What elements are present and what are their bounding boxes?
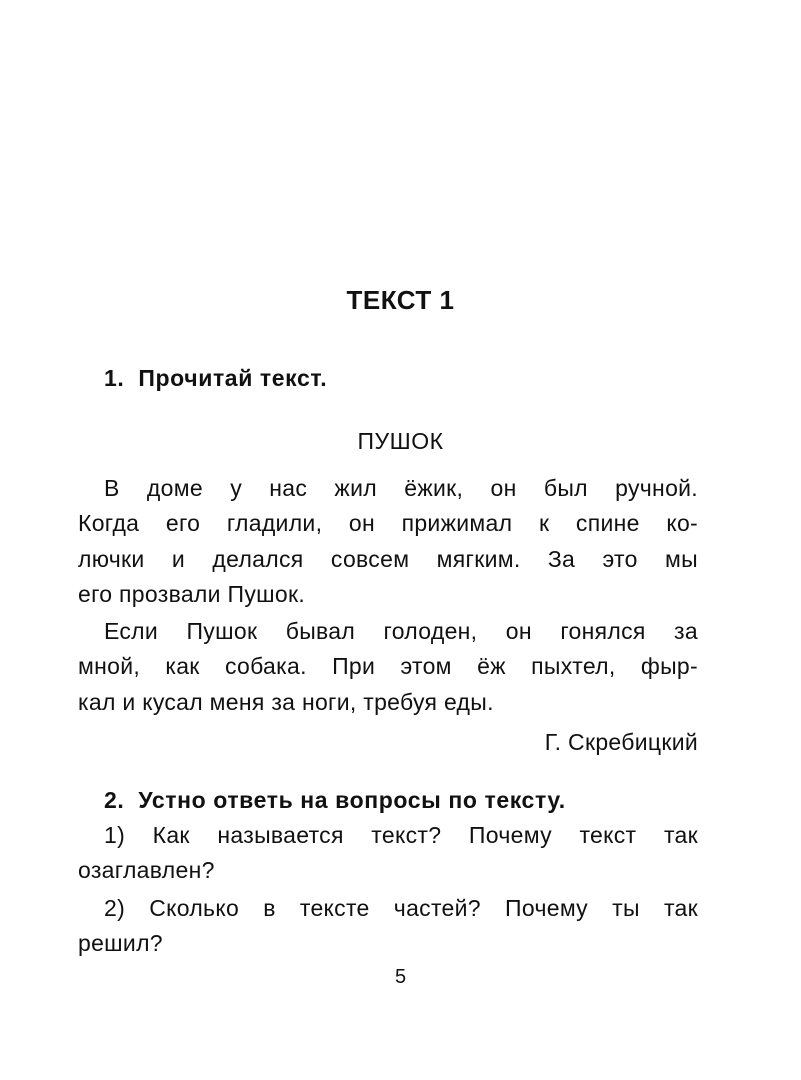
story-line: кал и кусал меня за ноги, требуя еды. [78,689,494,715]
question-line: 2) Сколько в тексте частей? Почему ты так [104,895,698,921]
page-heading: ТЕКСТ 1 [346,285,455,315]
story-line: лючки и делался совсем мягким. За это мы [78,546,698,572]
story-line: его прозвали Пушок. [78,581,306,607]
task-2-text: Устно ответь на вопросы по тексту. [138,787,566,813]
story-line: Когда его гладили, он прижимал к спине ко- [78,510,698,536]
question-line: решил? [78,930,163,956]
story-line: Если Пушок бывал голоден, он гонялся за [104,618,698,644]
story-line: мной, как собака. При этом ёж пыхтел, фыр- [78,653,698,679]
question-line: озаглавлен? [78,857,215,883]
story-title: ПУШОК [357,428,444,454]
task-2-title [104,787,566,814]
question-line: 1) Как называется текст? Почему текст так [104,822,698,848]
story-line: В доме у нас жил ёжик, он был ручной. [104,475,698,501]
task-1-number: 1. [104,365,125,391]
story-author: Г. Скребицкий [544,729,698,755]
task-1-text: Прочитай текст. [138,365,328,391]
task-1-title [104,365,327,392]
task-2-number: 2. [104,787,125,813]
page-number: 5 [394,966,407,988]
